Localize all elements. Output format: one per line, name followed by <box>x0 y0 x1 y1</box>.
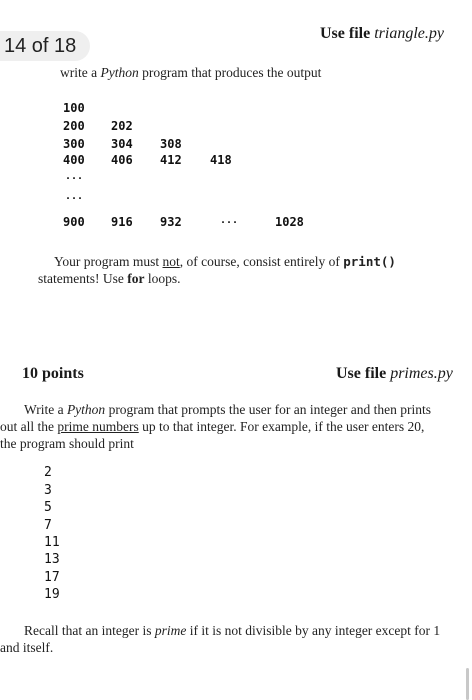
output-cell: 400 <box>63 153 85 167</box>
note-text: statements! Use <box>38 271 128 286</box>
problem2-lang: Python <box>66 402 106 417</box>
prompt-start: write a <box>60 65 101 80</box>
recall-line1 <box>24 622 440 639</box>
page-indicator: 14 of 18 <box>0 31 90 61</box>
prime-value: 19 <box>44 587 60 602</box>
output-cell: 200 <box>63 119 85 133</box>
recall-line2: and itself. <box>0 640 54 655</box>
prime-value: 7 <box>44 518 52 533</box>
output-cell: 932 <box>160 215 182 229</box>
problem2-line3: the program should print <box>0 436 134 451</box>
use-file-triangle <box>320 25 444 43</box>
prompt-lang: Python <box>100 65 139 80</box>
output-cell: 1028 <box>275 215 304 229</box>
problem2-line2 <box>0 418 424 435</box>
prime-value: 3 <box>44 483 52 498</box>
ellipsis: ... <box>65 191 84 202</box>
output-cell: 900 <box>63 215 85 229</box>
file-name-triangle: triangle.py <box>374 25 444 42</box>
output-cell: 304 <box>111 137 133 151</box>
prime-value: 11 <box>44 535 60 550</box>
ellipsis: ... <box>220 215 239 226</box>
problem2-text: program that prompts the user for an integer and then prints <box>105 402 431 417</box>
output-cell: 916 <box>111 215 133 229</box>
note-print: print() <box>343 254 396 269</box>
output-cell: 412 <box>160 153 182 167</box>
note-for: for <box>127 271 145 286</box>
note-not: not <box>162 254 180 269</box>
use-file-primes <box>336 365 453 383</box>
problem1-note-line1 <box>54 253 396 270</box>
problem2-text: up to that integer. For example, if the user enters 20, <box>138 419 425 434</box>
ellipsis: ... <box>65 171 84 182</box>
prime-value: 13 <box>44 552 60 567</box>
scrollbar[interactable] <box>466 668 469 700</box>
problem2-text: Write a <box>24 402 67 417</box>
problem2-line1 <box>24 401 431 418</box>
output-cell: 100 <box>63 101 85 115</box>
output-cell: 406 <box>111 153 133 167</box>
output-cell: 418 <box>210 153 232 167</box>
recall-prime: prime <box>154 623 187 638</box>
prime-value: 2 <box>44 465 52 480</box>
output-cell: 300 <box>63 137 85 151</box>
prime-value: 5 <box>44 500 52 515</box>
note-text: loops. <box>144 271 181 286</box>
recall-text: Recall that an integer is <box>24 623 155 638</box>
prime-value: 17 <box>44 570 60 585</box>
note-text: Your program must <box>54 254 163 269</box>
output-cell: 308 <box>160 137 182 151</box>
recall-text: if it is not divisible by any integer except for 1 <box>186 623 441 638</box>
problem1-note-line2 <box>38 270 181 287</box>
output-cell: 202 <box>111 119 133 133</box>
note-text: , of course, consist entirely of <box>179 254 344 269</box>
file-name-primes: primes.py <box>390 365 453 382</box>
problem1-prompt <box>60 64 321 81</box>
use-file-prefix: Use file <box>320 25 375 42</box>
problem2-text: out all the <box>0 419 58 434</box>
prime-numbers-link: prime numbers <box>57 419 139 434</box>
prompt-end: program that produces the output <box>138 65 322 80</box>
points-label: 10 points <box>22 365 84 382</box>
use-file-prefix: Use file <box>336 365 391 382</box>
